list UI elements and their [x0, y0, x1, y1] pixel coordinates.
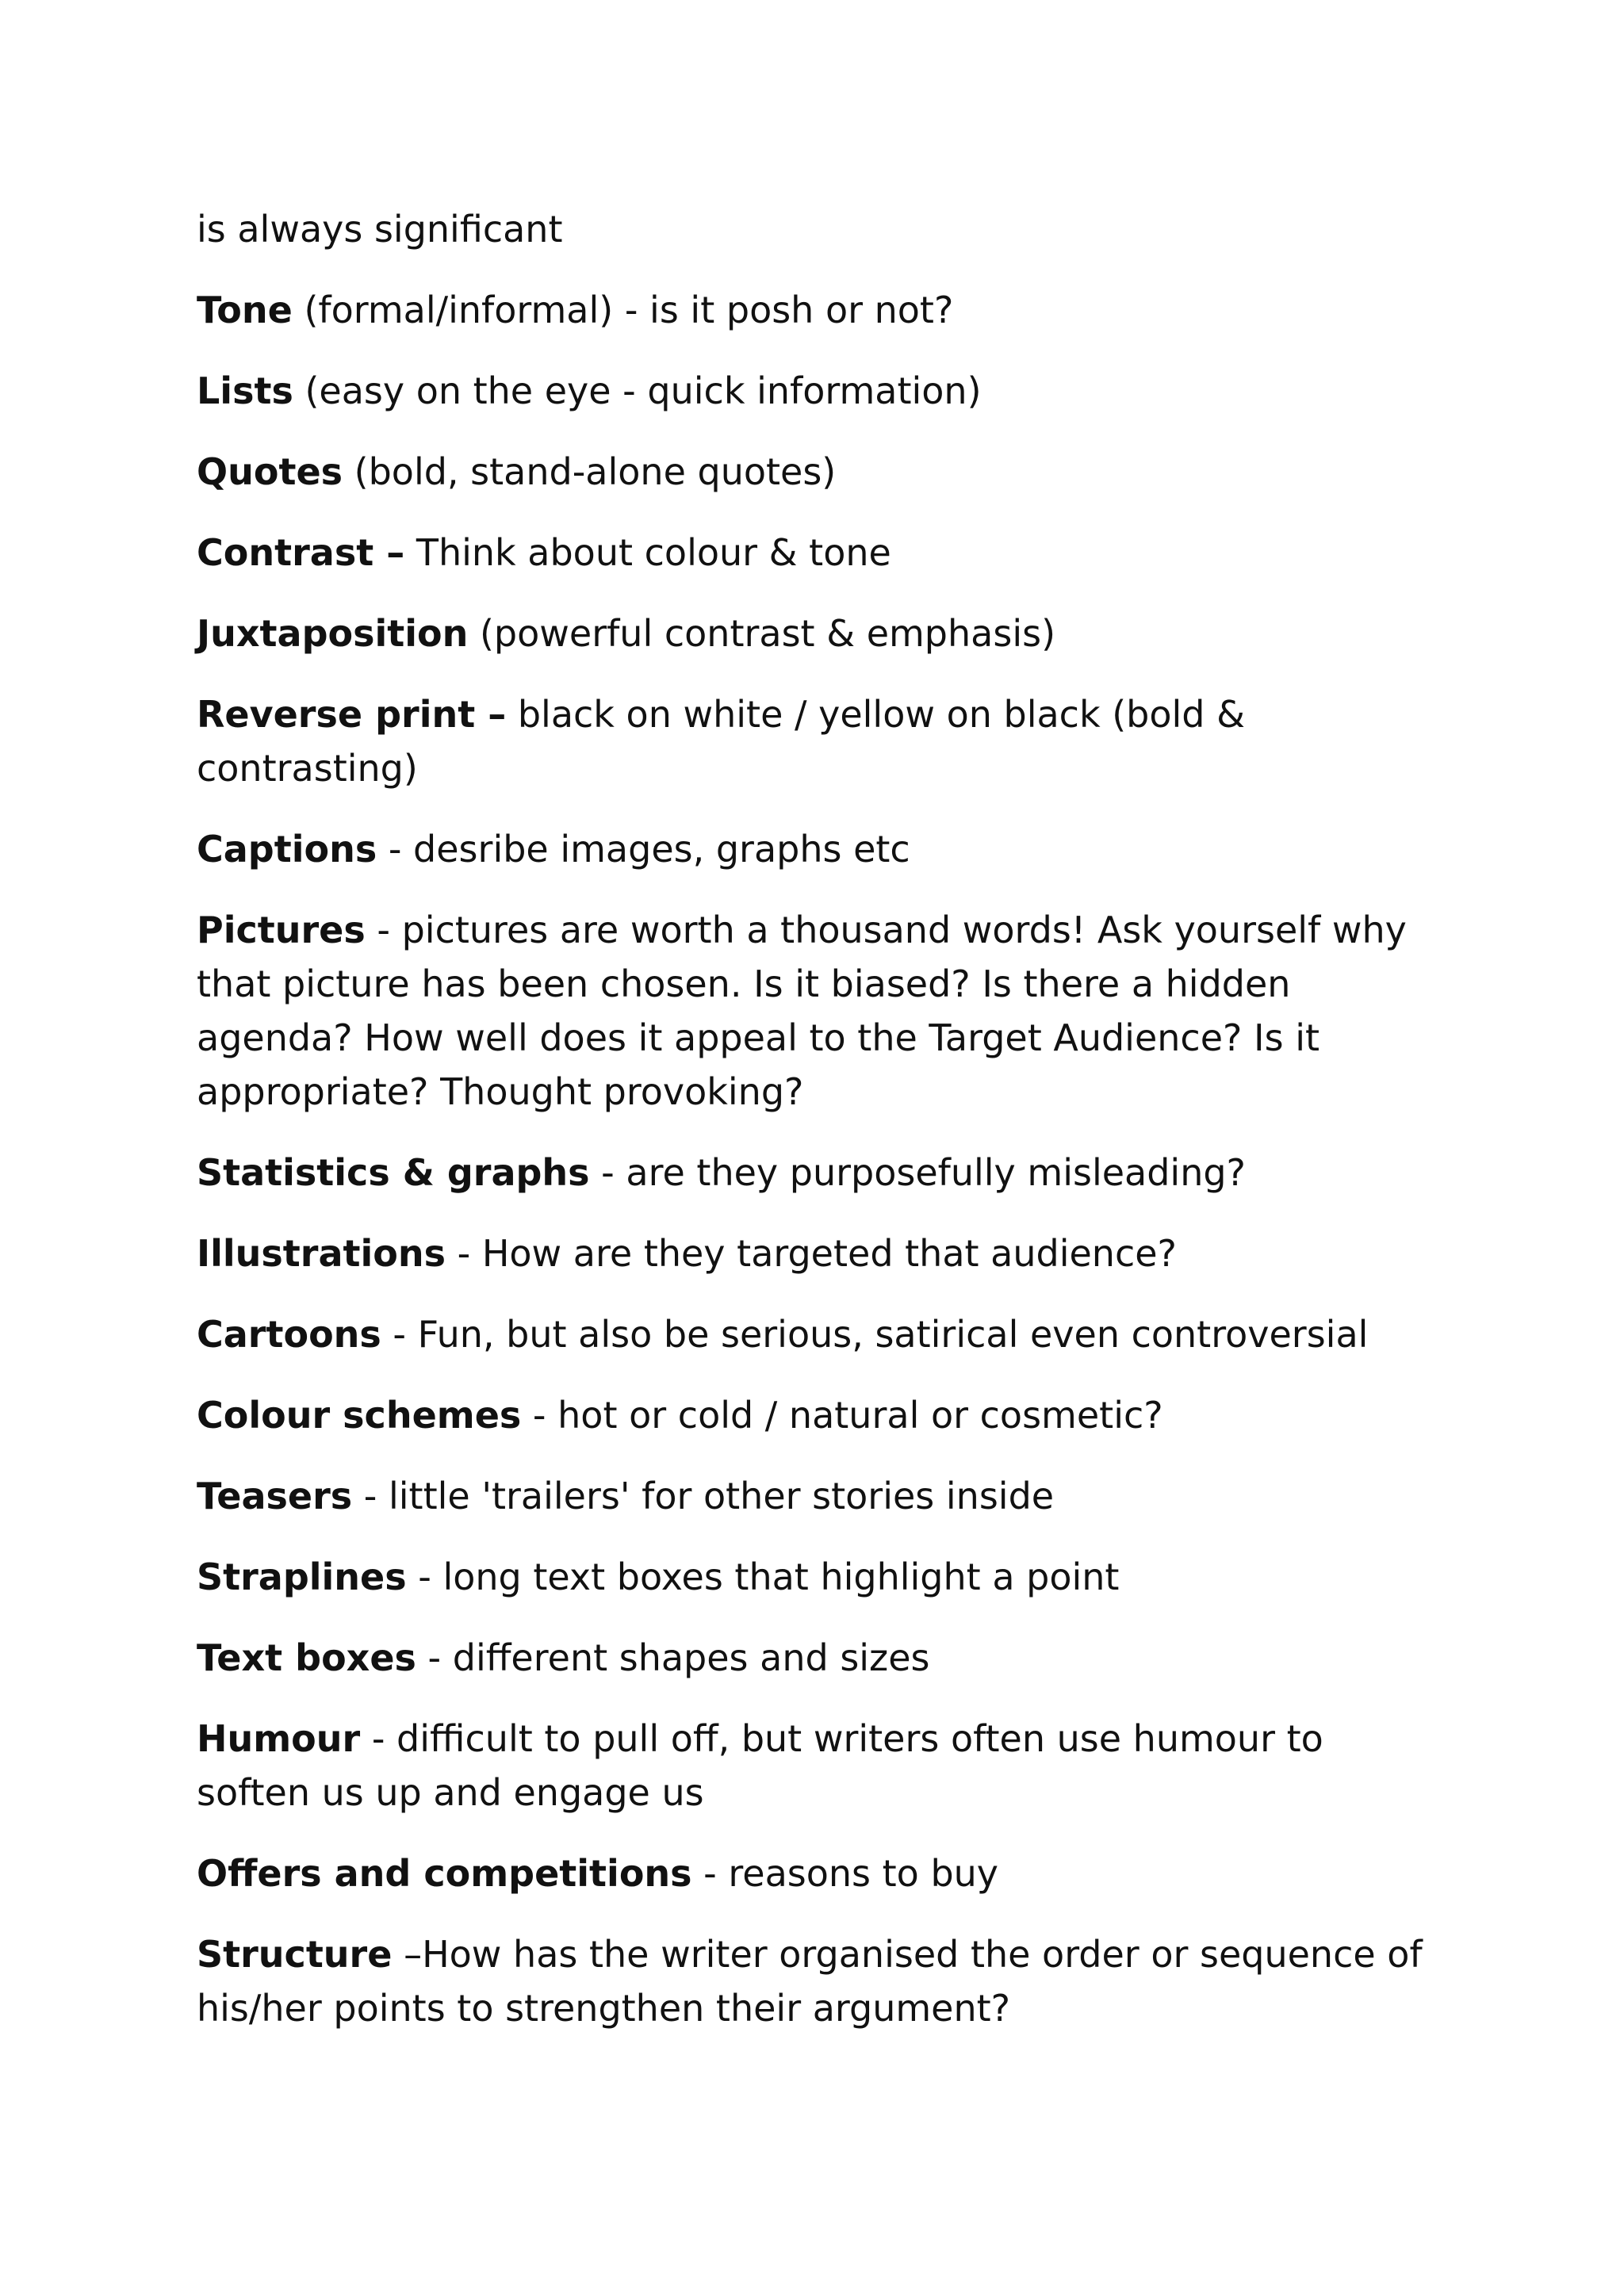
entry-term: Teasers: [197, 1475, 353, 1517]
entry-text-boxes: [197, 1631, 1434, 1685]
entry-captions: [197, 822, 1434, 876]
entry-reverse-print: [197, 687, 1434, 795]
entry-description: - different shapes and sizes: [416, 1636, 930, 1679]
entry-term: Offers and competitions: [197, 1852, 692, 1895]
entry-humour: [197, 1712, 1434, 1820]
entry-description: - difficult to pull off, but writers often use humour to soften us up and engage us: [197, 1717, 1323, 1814]
entry-colour-schemes: [197, 1388, 1434, 1442]
entry-term: Text boxes: [197, 1636, 416, 1679]
entry-term: Lists: [197, 369, 293, 412]
entry-description: (easy on the eye - quick information): [293, 369, 982, 412]
entry-illustrations: [197, 1226, 1434, 1280]
entry-description: - Fun, but also be serious, satirical even controversial: [381, 1313, 1369, 1356]
entry-term: Cartoons: [197, 1313, 381, 1356]
entry-tone: [197, 283, 1434, 337]
entry-description: - reasons to buy: [691, 1852, 999, 1895]
entry-description: black on white / yellow on black (bold & contrasting): [197, 693, 1245, 790]
entry-term: Captions: [197, 828, 377, 871]
entry-term: Juxtaposition: [197, 612, 469, 655]
entry-juxtaposition: [197, 607, 1434, 660]
entry-description: - How are they targeted that audience?: [445, 1232, 1177, 1275]
entry-description: –How has the writer organised the order or sequence of his/her points to strengthen their argument?: [197, 1933, 1423, 2030]
entry-term: Structure: [197, 1933, 393, 1976]
entry-description: - desribe images, graphs etc: [377, 828, 910, 871]
entry-term: Pictures: [197, 909, 366, 951]
entry-term: Illustrations: [197, 1232, 446, 1275]
entry-term: Humour: [197, 1717, 361, 1760]
entry-term: Quotes: [197, 450, 343, 493]
entry-description: (bold, stand-alone quotes): [343, 450, 837, 493]
entry-quotes: [197, 445, 1434, 499]
entry-description: (powerful contrast & emphasis): [468, 612, 1056, 655]
entry-term: Colour schemes: [197, 1394, 522, 1437]
entry-description: (formal/informal) - is it posh or not?: [292, 289, 954, 331]
entry-contrast: [197, 526, 1434, 580]
entry-term: Tone: [197, 289, 293, 331]
entry-offers-competitions: [197, 1846, 1434, 1900]
entry-description: - hot or cold / natural or cosmetic?: [521, 1394, 1163, 1437]
entry-description: - long text boxes that highlight a point: [406, 1556, 1120, 1598]
entry-term: Contrast –: [197, 531, 405, 574]
entry-description: - pictures are worth a thousand words! Ask yourself why that picture has been chosen. Is it biased? Is there a hidden agenda? How well does it appeal to the Target Audience? Is it appropriate? Thought provoking?: [197, 909, 1407, 1113]
entry-lists: [197, 364, 1434, 418]
entry-cartoons: [197, 1307, 1434, 1361]
continuation-text: is always significant: [197, 208, 563, 251]
entry-pictures: [197, 903, 1434, 1119]
entry-description: - little 'trailers' for other stories inside: [352, 1475, 1055, 1517]
entry-teasers: [197, 1469, 1434, 1523]
entry-term: Reverse print –: [197, 693, 507, 736]
entry-statistics-graphs: [197, 1146, 1434, 1200]
entry-description: Think about colour & tone: [404, 531, 891, 574]
entry-description: - are they purposefully misleading?: [589, 1151, 1246, 1194]
entry-term: Statistics & graphs: [197, 1151, 590, 1194]
entry-term: Straplines: [197, 1556, 407, 1598]
document-body: [197, 202, 1434, 2062]
entry-straplines: [197, 1550, 1434, 1604]
entry-structure: [197, 1927, 1434, 2035]
